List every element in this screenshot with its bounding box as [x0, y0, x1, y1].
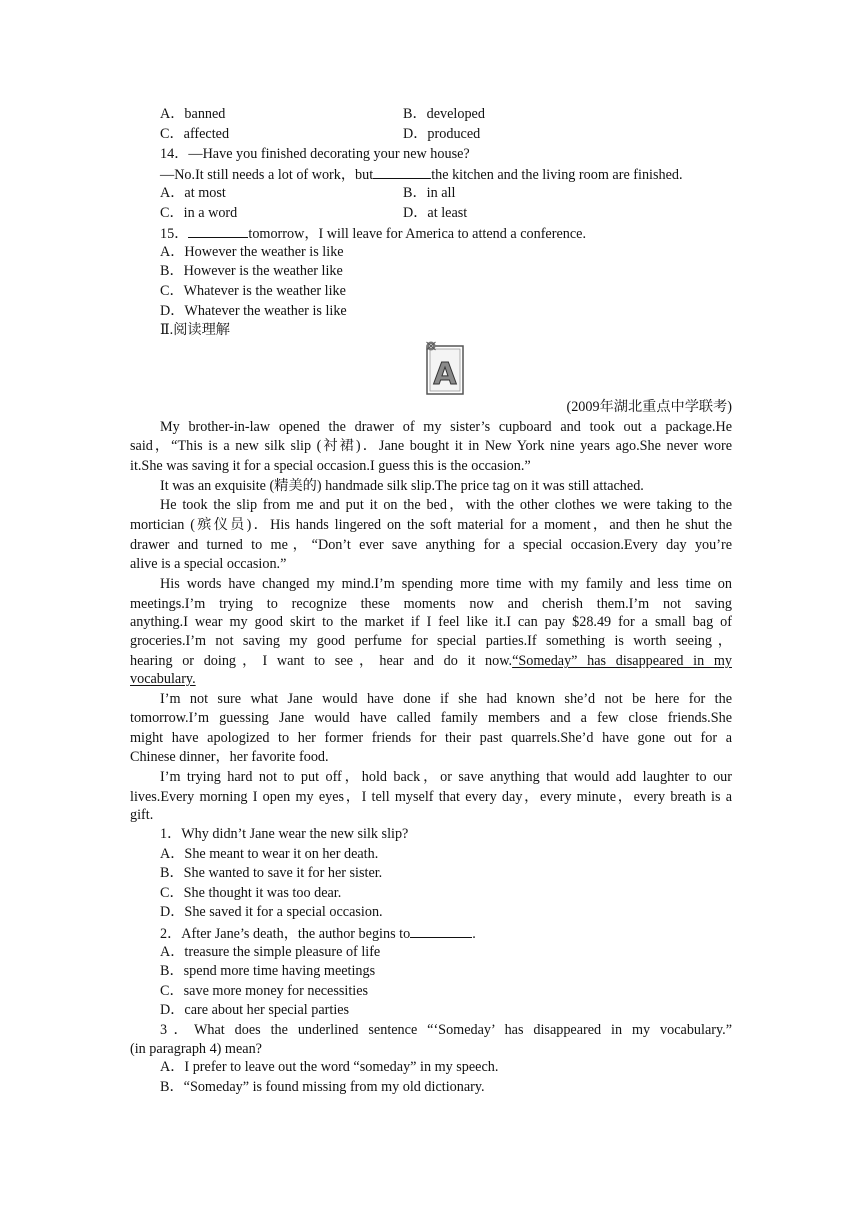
rq3-option-a[interactable]: A．I prefer to leave out the word “someday” in my speech. [160, 1059, 499, 1075]
paragraph-4-line-4: groceries.I’m not saving my good perfume for special parties.If something is worth seeing， [130, 633, 732, 649]
underlined-sentence: “Someday” has disappeared in my [512, 653, 732, 669]
rq2-option-a[interactable]: A．treasure the simple pleasure of life [160, 944, 381, 960]
q15-option-d[interactable]: D．Whatever the weather is like [160, 303, 347, 319]
paragraph-4-line-5 [130, 652, 732, 670]
q14-option-d[interactable]: D．at least [403, 205, 468, 221]
paragraph-1-line-3: it.She was saving it for a special occasion.I guess this is the occasion.” [130, 458, 531, 474]
q14-stem-line2-post: the kitchen and the living room are finished. [431, 167, 683, 183]
paragraph-4-line-1: His words have changed my mind.I’m spending more time with my family and less time on [160, 576, 732, 592]
q14-stem: 14．—Have you finished decorating your new house? [160, 146, 470, 162]
paragraph-4-line-5-text: hearing or doing，I want to see，hear and do it now. [130, 653, 513, 669]
rq2-stem [160, 923, 476, 943]
rq1-option-a[interactable]: A．She meant to wear it on her death. [160, 846, 379, 862]
paragraph-1-line-2: said，“This is a new silk slip (衬裙)．Jane bought it in New York nine years ago.She never wore [130, 438, 732, 454]
q13-option-a[interactable]: A．banned [160, 106, 226, 122]
q13-option-c[interactable]: C．affected [160, 126, 230, 142]
rq2-option-c[interactable]: C．save more money for necessities [160, 983, 369, 999]
paragraph-2-line-1: It was an exquisite (精美的) handmade silk slip.The price tag on it was still attached. [160, 478, 644, 494]
paragraph-4-line-3: anything.I wear my good skirt to the market if I feel like it.I can pay $28.49 for a small bag of [130, 614, 732, 630]
q15-stem-pre: 15． [160, 226, 189, 242]
paragraph-4-line-2: meetings.I’m trying to recognize these moments now and cherish them.I’m not saving [130, 596, 732, 612]
q13-option-b[interactable]: B．developed [403, 106, 485, 122]
rq2-option-d[interactable]: D．care about her special parties [160, 1002, 350, 1018]
rq1-stem: 1．Why didn’t Jane wear the new silk slip? [160, 826, 409, 842]
q15-answer-blank [188, 223, 248, 238]
underlined-sentence-end: vocabulary. [130, 671, 196, 687]
paragraph-6-line-1: I’m trying hard not to put off，hold back，or save anything that would add laughter to our [160, 769, 732, 785]
q14-option-b[interactable]: B．in all [403, 185, 456, 201]
passage-a-badge-icon [424, 340, 466, 398]
rq1-option-c[interactable]: C．She thought it was too dear. [160, 885, 342, 901]
q14-answer-blank [373, 164, 431, 179]
passage-a-badge-letter: A [433, 357, 457, 392]
paragraph-5-line-4: Chinese dinner，her favorite food. [130, 749, 329, 765]
paragraph-3-line-3: drawer and turned to me，“Don’t ever save anything for a special occasion.Every day you’re [130, 537, 732, 553]
rq1-option-d[interactable]: D．She saved it for a special occasion. [160, 904, 383, 920]
paragraph-4-line-6 [130, 670, 196, 688]
rq2-stem-post: . [472, 926, 476, 942]
q14-stem-line2 [160, 164, 683, 184]
q13-option-d[interactable]: D．produced [403, 126, 481, 142]
q14-option-c[interactable]: C．in a word [160, 205, 238, 221]
section-heading: Ⅱ.阅读理解 [160, 322, 230, 338]
paragraph-3-line-4: alive is a special occasion.” [130, 556, 287, 572]
q14-stem-line2-pre: —No.It still needs a lot of work，but [160, 167, 374, 183]
rq3-stem-line-1: 3．What does the underlined sentence “‘Someday’ has disappeared in my vocabulary.” [160, 1022, 732, 1038]
rq1-option-b[interactable]: B．She wanted to save it for her sister. [160, 865, 383, 881]
q15-option-c[interactable]: C．Whatever is the weather like [160, 283, 346, 299]
paragraph-1-line-1: My brother-in-law opened the drawer of my sister’s cupboard and took out a package.He [160, 419, 732, 435]
q15-option-b[interactable]: B．However is the weather like [160, 263, 343, 279]
rq2-option-b[interactable]: B．spend more time having meetings [160, 963, 376, 979]
paragraph-5-line-3: might have apologized to her former friends for their past quarrels.She’d have gone out for a [130, 730, 732, 746]
rq2-stem-pre: 2．After Jane’s death，the author begins to [160, 926, 411, 942]
paragraph-5-line-2: tomorrow.I’m guessing Jane would have called family members and a few close friends.She [130, 710, 732, 726]
q15-option-a[interactable]: A．However the weather is like [160, 244, 344, 260]
rq3-option-b[interactable]: B．“Someday” is found missing from my old dictionary. [160, 1079, 485, 1095]
rq2-answer-blank [410, 923, 472, 938]
q14-option-a[interactable]: A．at most [160, 185, 226, 201]
paragraph-3-line-1: He took the slip from me and put it on the bed，with the other clothes we were taking to the [160, 497, 732, 513]
paragraph-5-line-1: I’m not sure what Jane would have done if she had known she’d not be here for the [160, 691, 732, 707]
q15-stem [160, 223, 586, 243]
paragraph-3-line-2: mortician (殡仪员)．His hands lingered on the soft material for a moment，and then he shut the [130, 517, 732, 533]
q15-stem-post: tomorrow，I will leave for America to attend a conference. [248, 226, 586, 242]
rq3-stem-line-2: (in paragraph 4) mean? [130, 1041, 262, 1057]
passage-source: (2009年湖北重点中学联考) [566, 399, 732, 415]
paragraph-6-line-3: gift. [130, 807, 154, 823]
paragraph-6-line-2: lives.Every morning I open my eyes，I tell myself that every day，every minute，every breath is a [130, 789, 732, 805]
